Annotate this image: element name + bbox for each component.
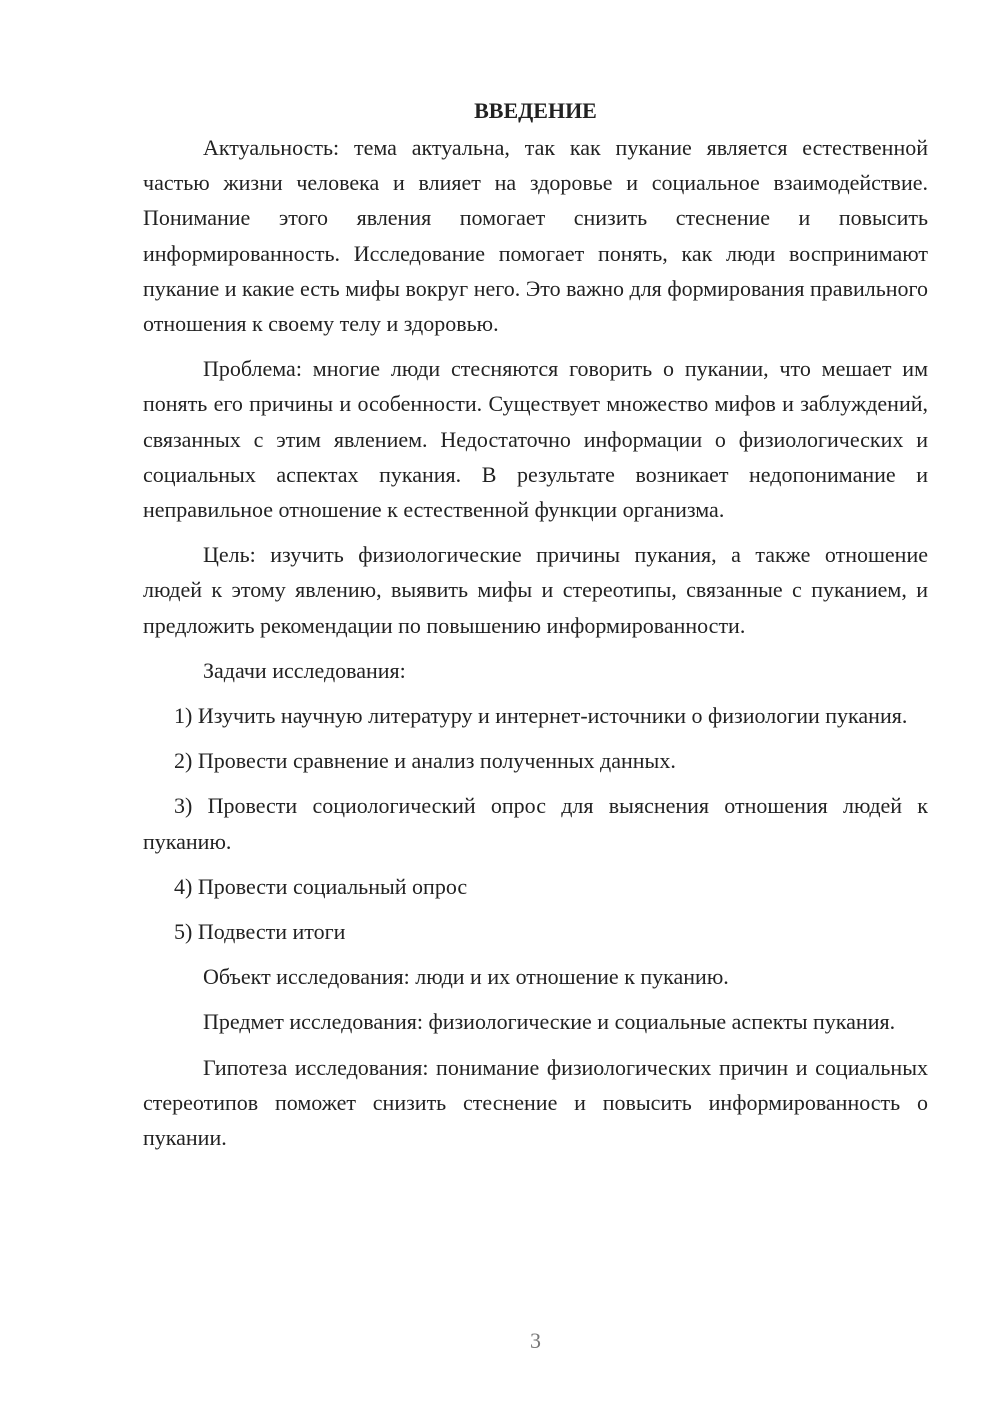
list-item: 4) Провести социальный опрос xyxy=(174,873,468,899)
paragraph-problem: Проблема: многие люди стесняются говорить о пукании, что мешает им понять его причины и особенности. Существует множество мифов и заблуждений, связанных с этим явлением. Недостаточно информации о физиологических и социальных аспектах пукания. В результате возникает недопонимание и неправильное отношение к естественной функции организма. xyxy=(143,356,928,523)
list-item: 5) Подвести итоги xyxy=(174,919,346,945)
paragraph-hypothesis: Гипотеза исследования: понимание физиологических причин и социальных стереотипов поможет снизить стеснение и повысить информированность о пукании. xyxy=(143,1054,928,1151)
list-item: 2) Провести сравнение и анализ полученных данных. xyxy=(174,748,676,774)
paragraph-tasks-title: Задачи исследования: xyxy=(203,657,406,683)
tasks-list xyxy=(143,698,928,949)
paragraph-object: Объект исследования: люди и их отношение к пуканию. xyxy=(203,964,729,990)
list-item: 3) Провести социологический опрос для выяснения отношения людей к пуканию. xyxy=(143,793,928,854)
section-heading: ВВЕДЕНИЕ xyxy=(474,98,597,123)
paragraph-goal: Цель: изучить физиологические причины пукания, а также отношение людей к этому явлению, выявить мифы и стереотипы, связанные с пуканием, и предложить рекомендации по повышению информированности. xyxy=(143,542,928,638)
paragraph-relevance: Актуальность: тема актуальна, так как пукание является естественной частью жизни человека и влияет на здоровье и социальное взаимодействие. Понимание этого явления помогает снизить стеснение и повысить информированность. Исследование помогает понять, как люди воспринимают пукание и какие есть мифы вокруг него. Это важно для формирования правильного отношения к своему телу и здоровью. xyxy=(143,135,928,337)
page-number: 3 xyxy=(530,1328,541,1353)
list-item: 1) Изучить научную литературу и интернет-источники о физиологии пукания. xyxy=(174,703,908,729)
document-page xyxy=(143,93,928,1165)
paragraph-subject: Предмет исследования: физиологические и социальные аспекты пукания. xyxy=(203,1009,896,1035)
